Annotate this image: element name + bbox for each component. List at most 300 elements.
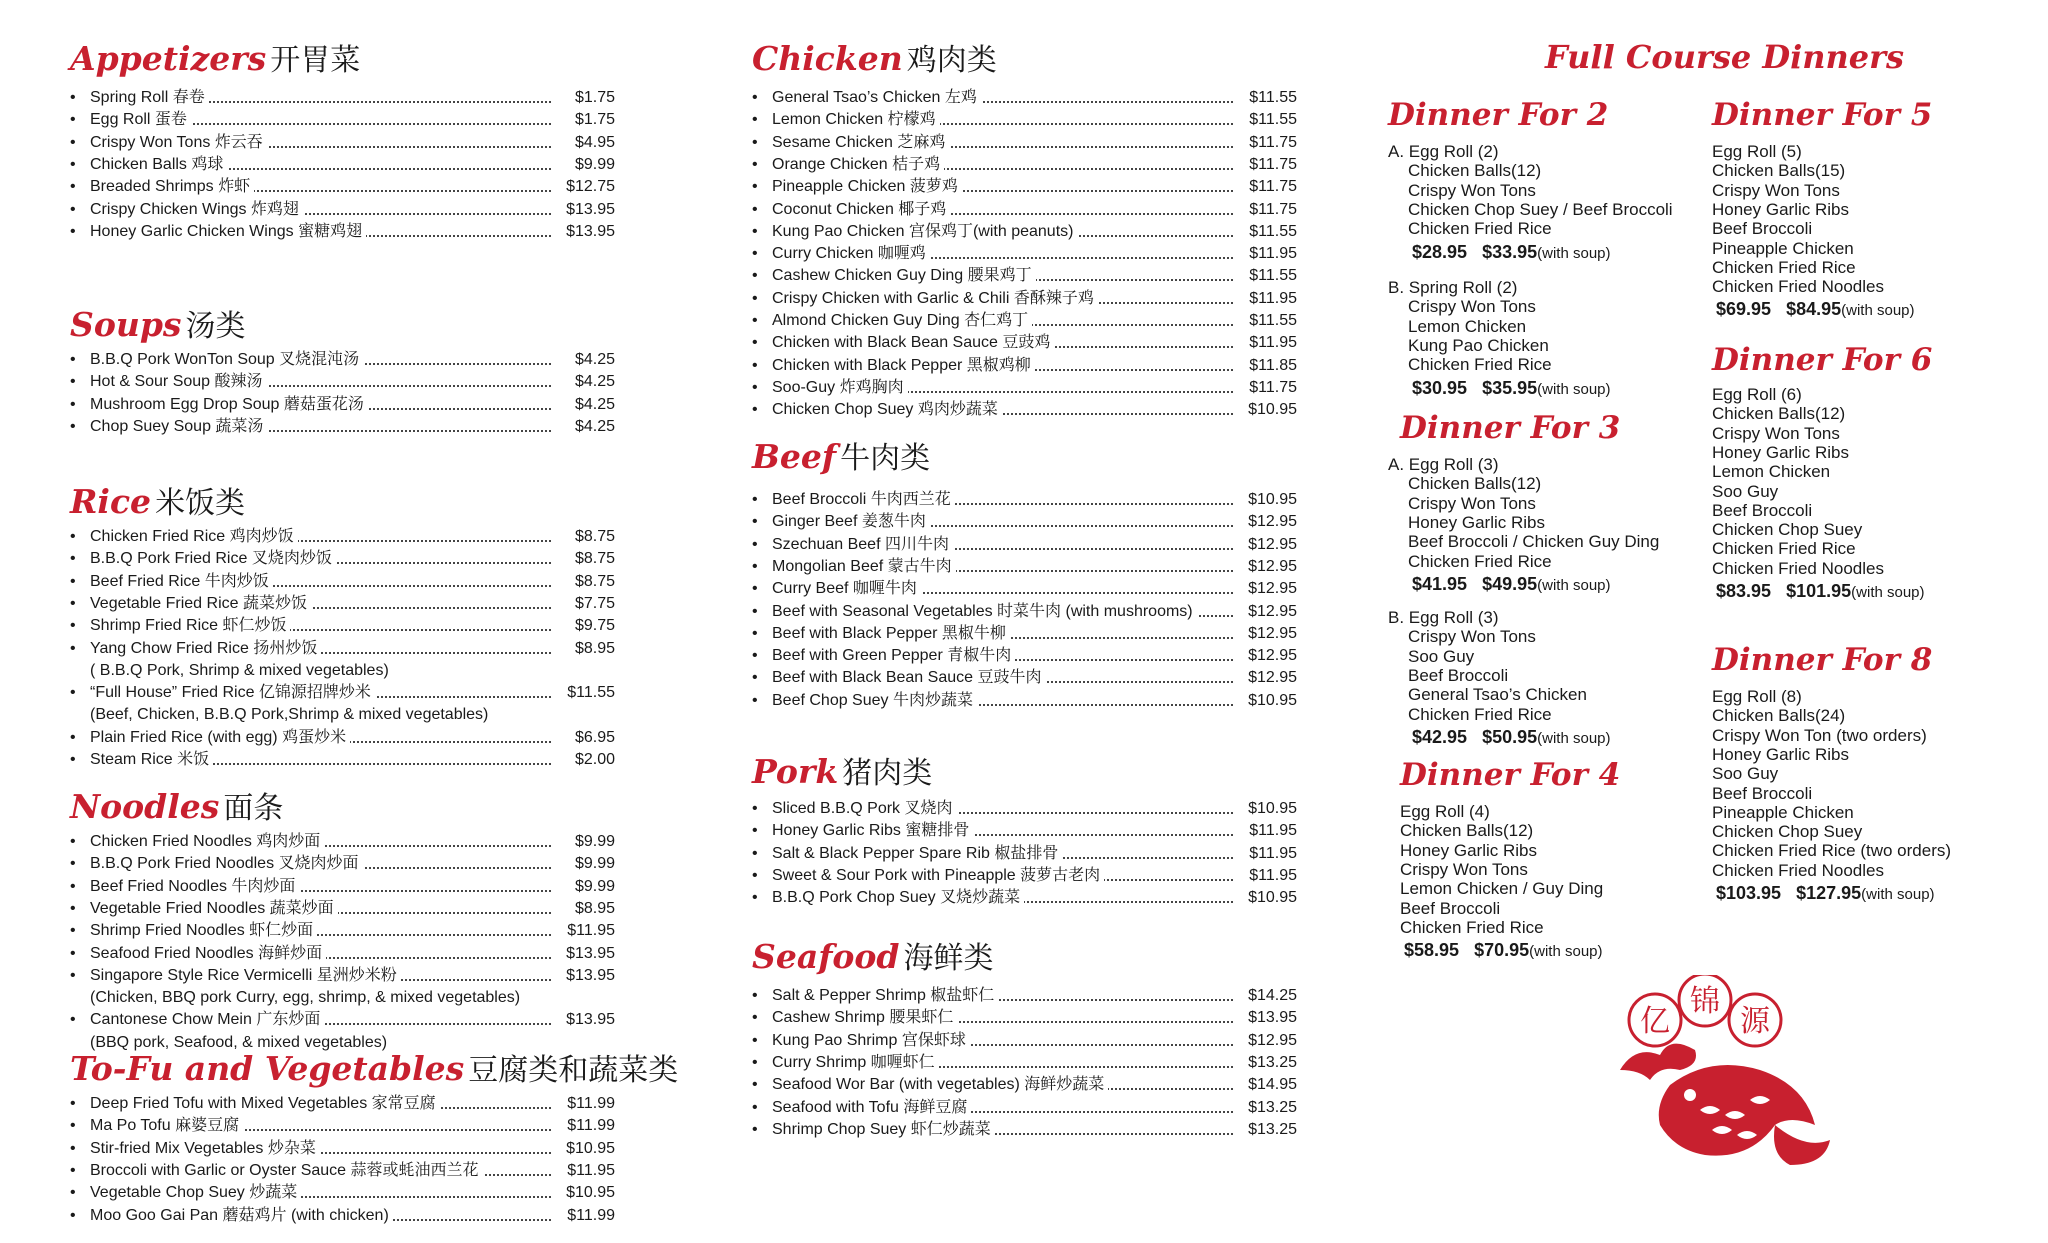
item-price: $13.25	[1248, 1098, 1297, 1116]
menu-item	[70, 921, 615, 941]
menu-item	[752, 133, 1297, 153]
menu-item	[752, 177, 1297, 197]
menu-item	[70, 372, 615, 392]
item-price: $8.95	[574, 639, 615, 657]
menu-item	[70, 1116, 615, 1136]
bullet-icon: •	[70, 751, 76, 768]
dinner-price	[1716, 298, 1915, 322]
item-name: General Tsao’s Chicken 左鸡	[772, 88, 981, 108]
item-name: Beef Fried Rice 牛肉炒饭	[90, 572, 273, 592]
bullet-icon: •	[752, 89, 758, 106]
bullet-icon: •	[752, 491, 758, 508]
menu-item	[752, 400, 1297, 420]
item-price: $13.95	[566, 200, 615, 218]
dinner-course-item: Honey Garlic Ribs	[1712, 199, 1849, 219]
item-name: Broccoli with Garlic or Oyster Sauce 蒜蓉或蚝油西兰花	[90, 1161, 483, 1181]
item-price: $12.95	[1248, 624, 1297, 642]
bullet-icon: •	[752, 155, 758, 173]
menu-item	[752, 333, 1297, 353]
item-name: Beef Broccoli 牛肉西兰花	[772, 490, 955, 510]
item-name: Moo Goo Gai Pan 蘑菇鸡片 (with chicken)	[90, 1206, 393, 1226]
menu-item	[70, 222, 615, 242]
menu-item	[70, 966, 615, 986]
bullet-icon: •	[752, 178, 758, 196]
price-plain: $30.95	[1412, 377, 1468, 398]
item-price: $8.95	[574, 899, 615, 917]
item-price: $11.99	[567, 1095, 615, 1112]
bullet-icon: •	[70, 594, 76, 612]
bullet-icon: •	[752, 624, 758, 642]
item-price: $11.95	[1249, 844, 1297, 862]
dinner-title: Dinner For 2	[1388, 97, 1609, 133]
item-name: Coconut Chicken 椰子鸡	[772, 200, 950, 220]
section-title-en: Soups	[70, 305, 182, 344]
dinner-course-item: Crispy Won Ton (two orders)	[1712, 725, 1927, 745]
dinner-course-item: Egg Roll (6)	[1712, 385, 1802, 404]
dinner-course-item: Crispy Won Tons	[1400, 859, 1528, 879]
bullet-icon: •	[70, 417, 76, 435]
item-price: $10.95	[1248, 401, 1297, 419]
bullet-icon: •	[752, 200, 758, 218]
item-name: Curry Shrimp 咖喱虾仁	[772, 1053, 939, 1073]
item-price: $1.75	[574, 89, 615, 106]
dinner-title: Dinner For 3	[1400, 410, 1621, 446]
price-plain: $41.95	[1412, 573, 1468, 594]
menu-item	[70, 155, 615, 175]
bullet-icon: •	[70, 178, 76, 196]
item-price: $10.95	[1248, 889, 1297, 907]
section-title-en: Chicken	[752, 39, 903, 78]
section-title-seafood	[752, 937, 994, 976]
dinner-title: Dinner For 5	[1712, 97, 1933, 133]
item-price: $11.99	[567, 1206, 615, 1224]
item-name: Chop Suey Soup 蔬菜汤	[90, 417, 267, 437]
item-price: $11.75	[1249, 133, 1297, 151]
item-price: $12.95	[1248, 513, 1297, 531]
menu-item	[752, 1053, 1297, 1073]
dinner-course-item: Chicken Balls(12)	[1400, 821, 1534, 841]
dinner-course-item: Chicken Chop Suey / Beef Broccoli	[1408, 199, 1673, 219]
menu-item	[752, 646, 1297, 666]
menu-item	[70, 88, 615, 108]
menu-item	[70, 750, 615, 770]
dinner-course-item: Honey Garlic Ribs	[1712, 744, 1849, 764]
item-name: Cantonese Chow Mein 广东炒面	[90, 1010, 324, 1030]
bullet-icon: •	[70, 639, 76, 657]
bullet-icon: •	[752, 557, 758, 575]
item-name: Hot & Sour Soup 酸辣汤	[90, 372, 267, 392]
item-name: Mongolian Beef 蒙古牛肉	[772, 557, 956, 577]
menu-item	[752, 155, 1297, 175]
bullet-icon: •	[752, 1076, 758, 1094]
section-title-en: Beef	[752, 437, 837, 476]
menu-item	[752, 844, 1297, 864]
bullet-icon: •	[70, 550, 76, 568]
bullet-icon: •	[752, 822, 758, 840]
menu-item	[70, 133, 615, 153]
menu-item	[70, 616, 615, 636]
bullet-icon: •	[752, 800, 758, 817]
bullet-icon: •	[70, 1139, 76, 1157]
dinner-course-item: Chicken Balls(12)	[1408, 161, 1542, 181]
item-price: $11.55	[1249, 111, 1297, 129]
dinner-course-item: Pineapple Chicken	[1712, 238, 1854, 258]
dinner-course-item: Chicken Balls(12)	[1712, 404, 1846, 424]
dinner-course-item: Crispy Won Tons	[1408, 180, 1536, 200]
bullet-icon: •	[752, 1009, 758, 1027]
dinner-price	[1716, 580, 1925, 604]
menu-item	[70, 1094, 615, 1114]
bullet-icon: •	[752, 312, 758, 329]
section-title-zh: 米饭类	[155, 486, 246, 521]
bullet-icon: •	[752, 245, 758, 263]
item-price: $1.75	[574, 111, 615, 129]
dinner-course-item: Crispy Won Tons	[1712, 423, 1840, 443]
dinner-course-item: Egg Roll (5)	[1712, 142, 1802, 161]
menu-item	[752, 668, 1297, 688]
price-with-soup: $84.95	[1786, 299, 1842, 320]
price-with-soup: $127.95	[1796, 883, 1862, 903]
item-name: Deep Fried Tofu with Mixed Vegetables 家常豆腐	[90, 1094, 440, 1114]
item-price: $4.95	[574, 133, 615, 151]
item-price: $4.25	[574, 417, 615, 435]
menu-item	[752, 821, 1297, 841]
section-title-chicken	[752, 39, 997, 78]
item-name: B.B.Q Pork WonTon Soup 叉烧混沌汤	[90, 350, 363, 370]
item-price: $10.95	[566, 1139, 615, 1157]
with-soup-label: (with soup)	[1861, 886, 1935, 903]
item-price: $11.99	[567, 1117, 615, 1135]
item-name: Salt & Black Pepper Spare Rib 椒盐排骨	[772, 844, 1062, 864]
bullet-icon: •	[752, 401, 758, 419]
menu-item	[70, 110, 615, 130]
item-price: $10.95	[1248, 691, 1297, 709]
dinner-course-item: Crispy Won Tons	[1408, 297, 1536, 317]
dinner-course-item: Beef Broccoli	[1400, 898, 1501, 918]
menu-item	[752, 1098, 1297, 1118]
item-price: $11.95	[1249, 245, 1297, 263]
dinner-title: Dinner For 6	[1712, 342, 1933, 378]
menu-item	[70, 1010, 615, 1030]
dinner-title: Dinner For 4	[1400, 757, 1621, 793]
section-title-zh: 鸡肉类	[906, 43, 997, 78]
price-with-soup: $50.95	[1482, 726, 1538, 747]
item-name: Singapore Style Rice Vermicelli 星洲炒米粉	[90, 966, 401, 986]
dinner-course-item: A. Egg Roll (3)	[1388, 455, 1499, 474]
menu-item	[70, 200, 615, 220]
dinner-course-item: Chicken Fried Rice (two orders)	[1712, 841, 1952, 861]
section-title-noodles	[70, 787, 284, 826]
dinner-course-item: Lemon Chicken	[1408, 316, 1527, 336]
dinner-price	[1412, 377, 1611, 401]
menu-item	[70, 177, 615, 197]
menu-item	[752, 266, 1297, 286]
bullet-icon: •	[70, 111, 76, 129]
menu-item	[752, 866, 1297, 886]
bullet-icon: •	[70, 899, 76, 917]
dinner-course-item: Chicken Fried Rice	[1400, 917, 1544, 937]
dinner-course-item: B. Egg Roll (3)	[1388, 608, 1499, 627]
item-price: $11.55	[1249, 312, 1297, 329]
item-name: Cashew Chicken Guy Ding 腰果鸡丁	[772, 266, 1036, 286]
section-title-zh: 开胃菜	[270, 43, 361, 78]
item-name: Steam Rice 米饭	[90, 750, 213, 770]
bullet-icon: •	[70, 684, 76, 702]
section-title-en: Appetizers	[70, 39, 267, 78]
item-name: B.B.Q Pork Fried Rice 叉烧肉炒饭	[90, 549, 336, 569]
item-price: $9.99	[574, 855, 615, 873]
menu-item	[70, 572, 615, 592]
bullet-icon: •	[70, 351, 76, 368]
dinner-course-item: Lemon Chicken	[1712, 462, 1831, 482]
dinner-price	[1412, 573, 1611, 597]
item-price: $14.95	[1248, 1076, 1297, 1094]
dinner-course-item: Chicken Fried Noodles	[1712, 277, 1884, 297]
item-name: B.B.Q Pork Chop Suey 叉烧炒蔬菜	[772, 888, 1024, 908]
menu-item	[752, 535, 1297, 555]
bullet-icon: •	[70, 395, 76, 413]
with-soup-label: (with soup)	[1537, 729, 1611, 747]
price-plain: $28.95	[1412, 241, 1468, 262]
item-price: $8.75	[574, 550, 615, 568]
dinner-course-item: Chicken Balls(15)	[1712, 161, 1846, 181]
bullet-icon: •	[752, 111, 758, 129]
bullet-icon: •	[70, 855, 76, 873]
item-price: $10.95	[1248, 800, 1297, 817]
section-title-pork	[752, 752, 933, 791]
section-title-en: Pork	[752, 752, 839, 791]
bullet-icon: •	[752, 378, 758, 396]
item-price: $9.75	[574, 617, 615, 635]
bullet-icon: •	[752, 1098, 758, 1116]
item-price: $4.25	[574, 373, 615, 391]
dinner-course-item: Chicken Balls(12)	[1408, 474, 1542, 494]
menu-item	[70, 877, 615, 897]
item-price: $12.95	[1248, 602, 1297, 620]
item-price: $9.99	[574, 155, 615, 173]
dinner-course-item: B. Spring Roll (2)	[1388, 278, 1518, 297]
bullet-icon: •	[752, 267, 758, 285]
section-title-zh: 豆腐类和蔬菜类	[468, 1053, 679, 1088]
item-name: Lemon Chicken 柠檬鸡	[772, 110, 940, 130]
menu-item	[752, 888, 1297, 908]
item-name: Beef Fried Noodles 牛肉炒面	[90, 877, 299, 897]
menu-item	[752, 289, 1297, 309]
item-name: Vegetable Fried Rice 蔬菜炒饭	[90, 594, 311, 614]
bullet-icon: •	[70, 1117, 76, 1135]
item-price: $12.95	[1248, 580, 1297, 598]
item-price: $8.75	[574, 528, 615, 545]
dinner-course-item: Chicken Fried Noodles	[1712, 558, 1884, 578]
menu-item	[752, 1075, 1297, 1095]
section-title-beef	[752, 437, 931, 476]
item-name: Mushroom Egg Drop Soup 蘑菇蛋花汤	[90, 395, 368, 415]
menu-item	[752, 244, 1297, 264]
bullet-icon: •	[70, 944, 76, 962]
item-name: Beef with Green Pepper 青椒牛肉	[772, 646, 1015, 666]
bullet-icon: •	[752, 691, 758, 709]
dinner-course-item: A. Egg Roll (2)	[1388, 142, 1499, 161]
section-title-en: Rice	[70, 482, 152, 521]
bullet-icon: •	[70, 877, 76, 895]
dinner-course-item: Egg Roll (4)	[1400, 802, 1490, 821]
price-with-soup: $101.95	[1786, 581, 1852, 601]
item-name: Salt & Pepper Shrimp 椒盐虾仁	[772, 986, 998, 1006]
bullet-icon: •	[70, 373, 76, 391]
item-name: Vegetable Fried Noodles 蔬菜炒面	[90, 899, 338, 919]
dinner-course-item: Honey Garlic Ribs	[1408, 512, 1545, 532]
item-price: $4.25	[574, 395, 615, 413]
bullet-icon: •	[752, 513, 758, 531]
bullet-icon: •	[70, 1184, 76, 1202]
bullet-icon: •	[752, 535, 758, 553]
dinner-course-item: Chicken Chop Suey	[1712, 822, 1863, 842]
dinner-title: Dinner For 8	[1712, 642, 1933, 678]
menu-item	[70, 832, 615, 852]
menu-item	[752, 602, 1297, 622]
price-plain: $103.95	[1716, 883, 1782, 903]
bullet-icon: •	[70, 155, 76, 173]
item-name: Chicken Fried Noodles 鸡肉炒面	[90, 832, 324, 852]
item-name: Chicken with Black Bean Sauce 豆豉鸡	[772, 333, 1054, 353]
item-name: Kung Pao Chicken 宫保鸡丁(with peanuts)	[772, 222, 1077, 242]
item-price: $11.55	[1249, 267, 1297, 285]
bullet-icon: •	[752, 1053, 758, 1071]
menu-item	[70, 639, 615, 659]
item-name: Plain Fried Rice (with egg) 鸡蛋炒米	[90, 728, 350, 748]
item-name: Almond Chicken Guy Ding 杏仁鸡丁	[772, 311, 1032, 331]
item-name: Szechuan Beef 四川牛肉	[772, 535, 953, 555]
item-price: $13.95	[566, 966, 615, 984]
price-with-soup: $33.95	[1482, 241, 1538, 262]
section-title-zh: 面条	[223, 791, 284, 826]
price-with-soup: $49.95	[1482, 573, 1538, 594]
menu-item	[752, 799, 1297, 819]
dinner-course-item: Chicken Fried Rice	[1408, 219, 1552, 239]
section-title-en: Noodles	[70, 787, 220, 826]
menu-item	[752, 356, 1297, 376]
bullet-icon: •	[752, 1120, 758, 1138]
menu-item	[752, 579, 1297, 599]
bullet-icon: •	[70, 572, 76, 590]
item-name: Chicken with Black Pepper 黑椒鸡柳	[772, 356, 1035, 376]
bullet-icon: •	[752, 356, 758, 374]
bullet-icon: •	[70, 617, 76, 635]
bullet-icon: •	[752, 602, 758, 620]
with-soup-label: (with soup)	[1841, 302, 1915, 320]
with-soup-label: (with soup)	[1851, 584, 1925, 601]
fish-logo-icon	[1600, 975, 1850, 1175]
menu-item	[752, 311, 1297, 331]
bullet-icon: •	[70, 922, 76, 940]
item-price: $11.75	[1249, 200, 1297, 218]
bullet-icon: •	[70, 133, 76, 151]
menu-item	[752, 1120, 1297, 1140]
dinner-course-item: Chicken Fried Rice	[1408, 551, 1552, 571]
full-course-title: Full Course Dinners	[1545, 38, 1904, 76]
dinner-course-item: Soo Guy	[1712, 764, 1779, 784]
price-plain: $83.95	[1716, 581, 1772, 601]
bullet-icon: •	[752, 1031, 758, 1049]
dinner-course-item: Chicken Fried Rice	[1408, 355, 1552, 375]
item-name: Beef with Seasonal Vegetables 时菜牛肉 (with mushrooms)	[772, 602, 1197, 622]
menu-item	[752, 490, 1297, 510]
menu-item	[70, 417, 615, 437]
item-price: $11.75	[1249, 378, 1297, 396]
price-plain: $58.95	[1404, 940, 1460, 961]
bullet-icon: •	[752, 647, 758, 665]
menu-item	[70, 944, 615, 964]
item-name: Ma Po Tofu 麻婆豆腐	[90, 1116, 243, 1136]
dinner-course-item: Beef Broccoli	[1712, 500, 1813, 520]
menu-item	[752, 986, 1297, 1006]
dinner-course-item: Beef Broccoli	[1712, 783, 1813, 803]
item-name: Chicken Fried Rice 鸡肉炒饭	[90, 527, 298, 547]
item-note: (Chicken, BBQ pork Curry, egg, shrimp, & mixed vegetables)	[90, 989, 521, 1007]
with-soup-label: (with soup)	[1529, 943, 1603, 961]
dinner-course-item: General Tsao’s Chicken	[1408, 685, 1587, 705]
bullet-icon: •	[752, 866, 758, 884]
section-title-soups	[70, 305, 246, 344]
price-with-soup: $35.95	[1482, 377, 1538, 398]
item-name: “Full House” Fried Rice 亿锦源招牌炒米	[90, 683, 375, 703]
item-price: $11.55	[1249, 89, 1297, 106]
item-price: $11.95	[567, 922, 615, 940]
menu-item	[70, 1161, 615, 1181]
item-price: $7.75	[574, 594, 615, 612]
item-name: Seafood Wor Bar (with vegetables) 海鲜炒蔬菜	[772, 1075, 1108, 1095]
bullet-icon: •	[752, 889, 758, 907]
logo-char-1: 亿	[1640, 1004, 1670, 1039]
menu-item	[752, 200, 1297, 220]
section-title-zh: 牛肉类	[840, 441, 931, 476]
item-price: $13.95	[566, 944, 615, 962]
bullet-icon: •	[752, 669, 758, 687]
bullet-icon: •	[752, 334, 758, 352]
bullet-icon: •	[70, 1011, 76, 1029]
dinner-course-item: Soo Guy	[1712, 481, 1779, 501]
item-name: Spring Roll 春卷	[90, 88, 209, 108]
item-name: Cashew Shrimp 腰果虾仁	[772, 1008, 957, 1028]
dinner-course-item: Kung Pao Chicken	[1408, 335, 1549, 355]
item-name: Ginger Beef 姜葱牛肉	[772, 512, 930, 532]
with-soup-label: (with soup)	[1537, 380, 1611, 398]
dinner-course-item: Chicken Chop Suey	[1712, 520, 1863, 540]
section-title-zh: 海鲜类	[903, 941, 994, 976]
bullet-icon: •	[752, 222, 758, 240]
section-title-zh: 猪肉类	[842, 756, 933, 791]
item-name: Crispy Won Tons 炸云吞	[90, 133, 267, 153]
item-price: $12.95	[1248, 557, 1297, 575]
item-name: Shrimp Fried Noodles 虾仁炒面	[90, 921, 317, 941]
item-name: Sliced B.B.Q Pork 叉烧肉	[772, 799, 957, 819]
item-price: $11.55	[1249, 222, 1297, 240]
item-price: $11.75	[1249, 178, 1297, 196]
item-note: ( B.B.Q Pork, Shrimp & mixed vegetables)	[90, 661, 389, 679]
item-name: Kung Pao Shrimp 宫保虾球	[772, 1031, 970, 1051]
dinner-course-item: Chicken Balls(24)	[1712, 706, 1846, 726]
section-title-en: Seafood	[752, 937, 900, 976]
menu-item	[70, 395, 615, 415]
item-price: $13.95	[566, 1011, 615, 1029]
price-plain: $42.95	[1412, 726, 1468, 747]
item-name: Curry Chicken 咖喱鸡	[772, 244, 930, 264]
item-name: Curry Beef 咖喱牛肉	[772, 579, 921, 599]
dinner-course-item: Chicken Fried Rice	[1712, 539, 1856, 559]
item-name: Pineapple Chicken 菠萝鸡	[772, 177, 962, 197]
item-name: Beef Chop Suey 牛肉炒蔬菜	[772, 691, 977, 711]
menu-item	[752, 1008, 1297, 1028]
